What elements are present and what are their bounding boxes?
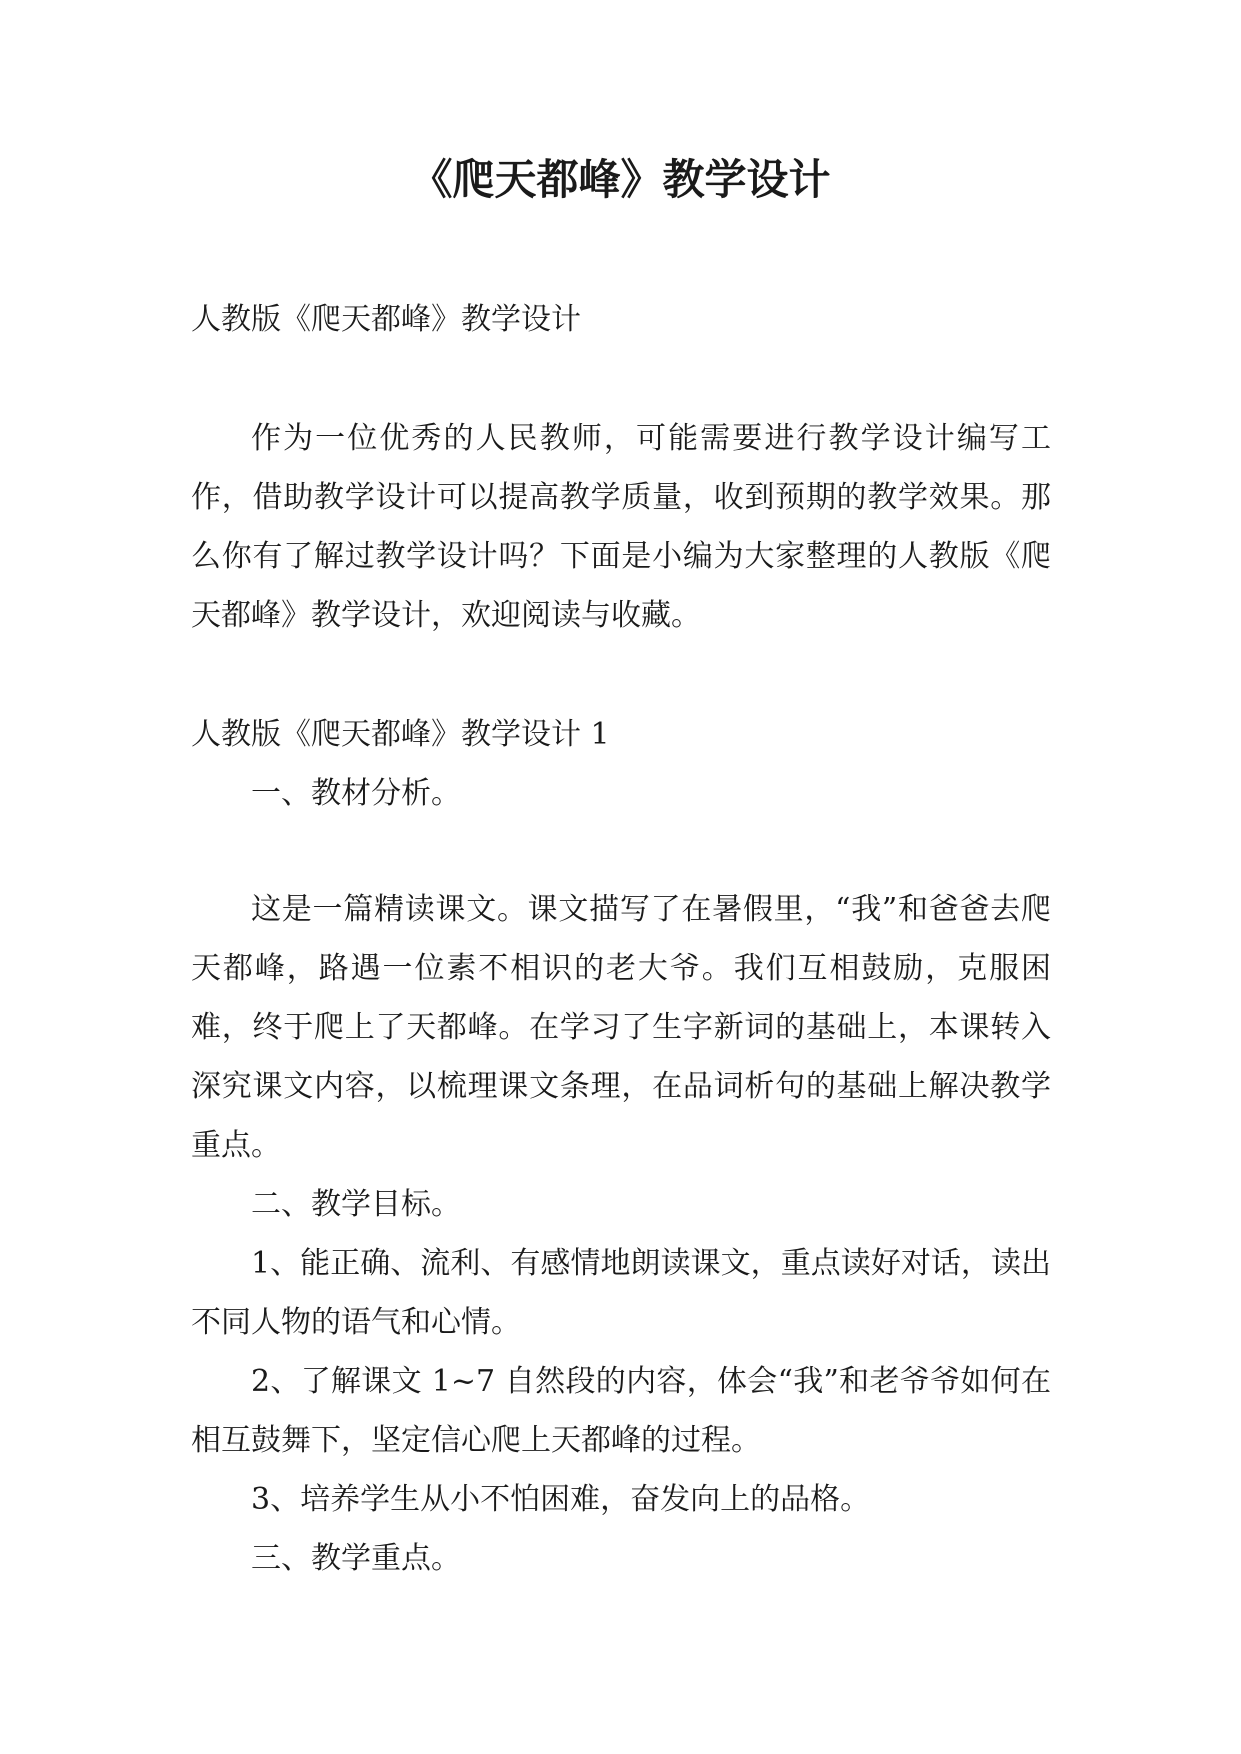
document-title: 《爬天都峰》教学设计: [410, 155, 831, 204]
heading-teaching-goals: 二、教学目标。: [251, 1187, 461, 1222]
goal-item-2: 2、了解课文 1~7 自然段的内容，体会“我”和老爷爷如何在相互鼓舞下，坚定信心爬上天都峰的过程。: [191, 1364, 1051, 1458]
heading-materials-analysis: 一、教材分析。: [251, 776, 461, 811]
goal-item-1: 1、能正确、流利、有感情地朗读课文，重点读好对话，读出不同人物的语气和心情。: [191, 1246, 1051, 1340]
heading-teaching-focus: 三、教学重点。: [251, 1541, 461, 1576]
intro-paragraph: 作为一位优秀的人民教师，可能需要进行教学设计编写工作，借助教学设计可以提高教学质量，收到预期的教学效果。那么你有了解过教学设计吗？下面是小编为大家整理的人教版《爬天都峰》教学设计，欢迎阅读与收藏。: [191, 421, 1051, 633]
section-title: 人教版《爬天都峰》教学设计 1: [191, 717, 610, 752]
analysis-paragraph: 这是一篇精读课文。课文描写了在暑假里，“我”和爸爸去爬天都峰，路遇一位素不相识的老大爷。我们互相鼓励，克服困难，终于爬上了天都峰。在学习了生字新词的基础上，本课转入深究课文内容，以梳理课文条理，在品词析句的基础上解决教学重点。: [191, 892, 1051, 1163]
goal-item-3: 3、培养学生从小不怕困难，奋发向上的品格。: [251, 1482, 871, 1517]
document-body: [191, 290, 1051, 1588]
subtitle-paragraph: 人教版《爬天都峰》教学设计: [191, 302, 581, 337]
